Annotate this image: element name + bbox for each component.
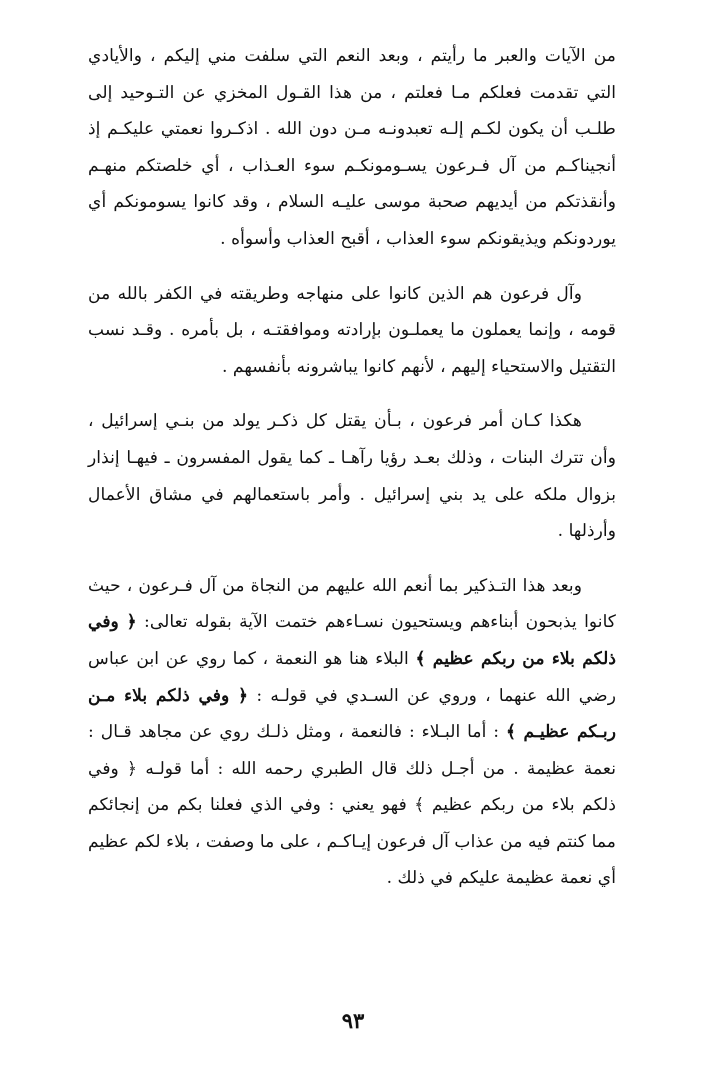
paragraph-4 <box>88 568 616 897</box>
quran-quote-1: ﴿ وفي ذلكم بلاء من ربكم عظيم ﴾ <box>88 612 617 669</box>
paragraph-4-text-b: البلاء هنا هو النعمة ، كما روي عن ابن عباس رضي الله عنهما ، وروي عن السـدي في قولـه : <box>88 648 616 706</box>
paragraph-3-text: هكذا كـان أمر فرعون ، بـأن يقتل كل ذكـر يولد من بنـي إسرائيل ، وأن تترك البنات ، وذلك بعـد رؤيا رآهـا ـ كما يقول المفسرون ـ فيهـا إنذار بزوال ملكه على يد بني إسرائيل . وأمر باستعمالهم في مشاق الأعمال وأرذلها . <box>88 411 616 542</box>
paragraph-1-text: من الآيات والعبر ما رأيتم ، وبعد النعم التي سلفت مني إليكم ، والأيادي التي تقدمت فعلكم مـا فعلتم ، من هذا القـول المخزي عن التـوحيد إلى طلـب أن يكون لكـم إلـه تعبدونـه مـن دون الله . اذكـروا نعمتي عليكـم إذ أنجيناكـم من آل فـرعون يسـومونكـم سوء العـذاب ، أي خلصتكم منهـم وأنقذتكم من أيديهم صحبة موسى عليـه السلام ، وقد كانوا يسومونكم أي يوردونكم ويذيقونكم سوء العذاب ، أقبح العذاب وأسوأه . <box>88 46 616 249</box>
quran-quote-2: ﴿ وفي ذلكم بلاء مـن ربـكم عظيـم ﴾ <box>88 685 616 743</box>
quran-quote-3: ﴿ وفي ذلكم بلاء من ربكم عظيم ﴾ <box>88 758 616 816</box>
paragraph-3 <box>88 403 616 549</box>
paragraph-2-text: وآل فرعون هم الذين كانوا على منهاجه وطريقته في الكفر بالله من قومه ، وإنما يعملون ما يعملـون بإرادته وموافقتـه ، بل بأمره . وقـد نسب التقتيل والاستحياء إليهم ، لأنهم كانوا يباشرونه بأنفسهم . <box>88 283 616 377</box>
paragraph-4-text-c: : أما البـلاء : فالنعمة ، ومثل ذلـك روي عن مجاهد قـال : نعمة عظيمة . من أجـل ذلك قال الطبري رحمه الله : أما قولـه <box>88 722 616 779</box>
page-number: ٩٣ <box>341 1008 365 1033</box>
paragraph-1 <box>88 38 616 258</box>
paragraph-4-text-d: فهو يعني : وفي الذي فعلنا بكم من إنجائكم مما كنتم فيه من عذاب آل فرعون إيـاكـم ، على ما وصفت ، بلاء لكم عظيم أي نعمة عظيمة عليكم في ذلك . <box>88 795 616 889</box>
paragraph-4-text-a: وبعد هذا التـذكير بما أنعم الله عليهم من النجاة من آل فـرعون ، حيث كانوا يذبحون أبناءهم ويستحيون نسـاءهم ختمت الآية بقوله تعالى: <box>88 575 616 633</box>
paragraph-2 <box>88 276 616 386</box>
page-body <box>88 38 616 897</box>
